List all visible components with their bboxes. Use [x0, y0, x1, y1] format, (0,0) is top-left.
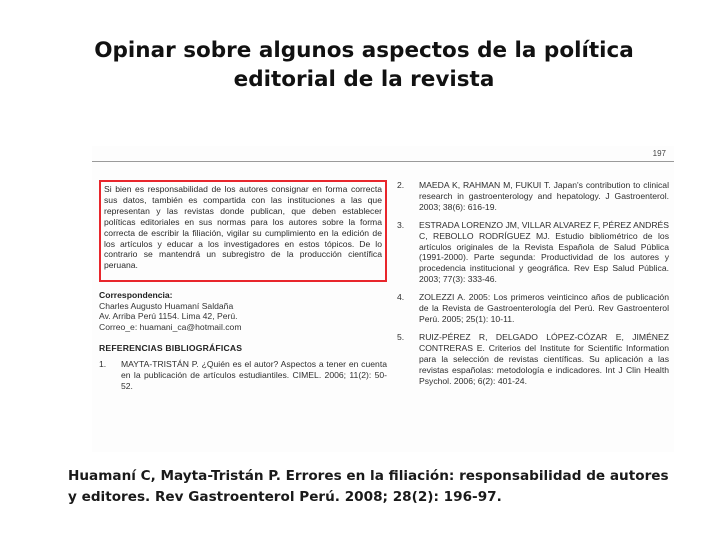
correspondence-address: Av. Arriba Perú 1154. Lima 42, Perú. [99, 311, 238, 322]
reference-text: MAEDA K, RAHMAN M, FUKUI T. Japan's contribution to clinical research in gastroenterology and hepatology. J Gastroenterol. 2003; 38(6): 616-19. [419, 180, 669, 212]
reference-item [397, 180, 669, 213]
correspondence-block [99, 290, 387, 332]
scanned-journal-page [92, 146, 674, 452]
page-number: 197 [652, 149, 666, 158]
reference-item [397, 220, 669, 285]
reference-number: 2. [397, 180, 405, 190]
reference-item [99, 359, 387, 392]
reference-item [397, 292, 669, 325]
slide-title-line-1: Opinar sobre algunos aspectos de la política [94, 38, 634, 63]
reference-text: MAYTA-TRISTÁN P. ¿Quién es el autor? Aspectos a tener en cuenta en la publicación de artículos estudiantiles. CIMEL. 2006; 11(2): 50-52. [121, 359, 387, 392]
references-heading: REFERENCIAS BIBLIOGRÁFICAS [99, 343, 243, 354]
reference-text: ZOLEZZI A. 2005: Los primeros veinticinco años de publicación de la Revista de Gastroenterología del Perú. Rev Gastroenterol Perú. 2005; 25(1): 10-11. [419, 292, 669, 324]
reference-text: ESTRADA LORENZO JM, VILLAR ALVAREZ F, PÉREZ ANDRÉS C, REBOLLO RODRÍGUEZ MJ. Estudio bibliométrico de los artículos originales de la Revista Española de Salud Pública (1991-2000). Parte segunda: Productividad de los autores y procedencia institucional y geográfica. Rev Esp Salud Pública. 2003; 77(3): 333-46. [419, 219, 669, 285]
reference-text: RUIZ-PÉREZ R, DELGADO LÓPEZ-CÓZAR E, JIMÉNEZ CONTRERAS E. Criterios del Institute for Scientific Information para la selección de revistas científicas. Su aplicación a las revistas españolas: metodología e indicadores. Int J Clin Health Psychol. 2006; 6(2): 401-24. [419, 331, 669, 386]
reference-item [397, 332, 669, 387]
page-header-rule [92, 161, 674, 162]
slide-title-line-2: editorial de la revista [233, 67, 495, 92]
reference-number: 5. [397, 331, 405, 342]
right-column [397, 180, 669, 393]
slide-title [40, 36, 688, 94]
correspondence-name: Charles Augusto Huamaní Saldaña [99, 300, 234, 311]
source-citation: Huamaní C, Mayta-Tristán P. Errores en la filiación: responsabilidad de autores y editores. Rev Gastroenterol Perú. 2008; 28(2): 196-97. [68, 468, 669, 505]
correspondence-email: Correo_e: huamani_ca@hotmail.com [99, 321, 242, 332]
highlighted-paragraph: Si bien es responsabilidad de los autores consignar en forma correcta sus datos, también es compartida con las instituciones a las que representan y las revistas donde publican, que deben establecer políticas editoriales en sus normas para los autores sobre la forma correcta de escribir la filiación, vigilar su cumplimiento en la edición de los artículos y educar a los investigadores en estos tópicos. De lo contrario se mantendrá un subregistro de la producción científica peruana. [99, 180, 387, 282]
reference-number: 4. [397, 292, 405, 303]
left-column [99, 180, 387, 392]
reference-number: 1. [99, 359, 107, 370]
correspondence-heading: Correspondencia: [99, 290, 173, 300]
reference-number: 3. [397, 219, 405, 230]
